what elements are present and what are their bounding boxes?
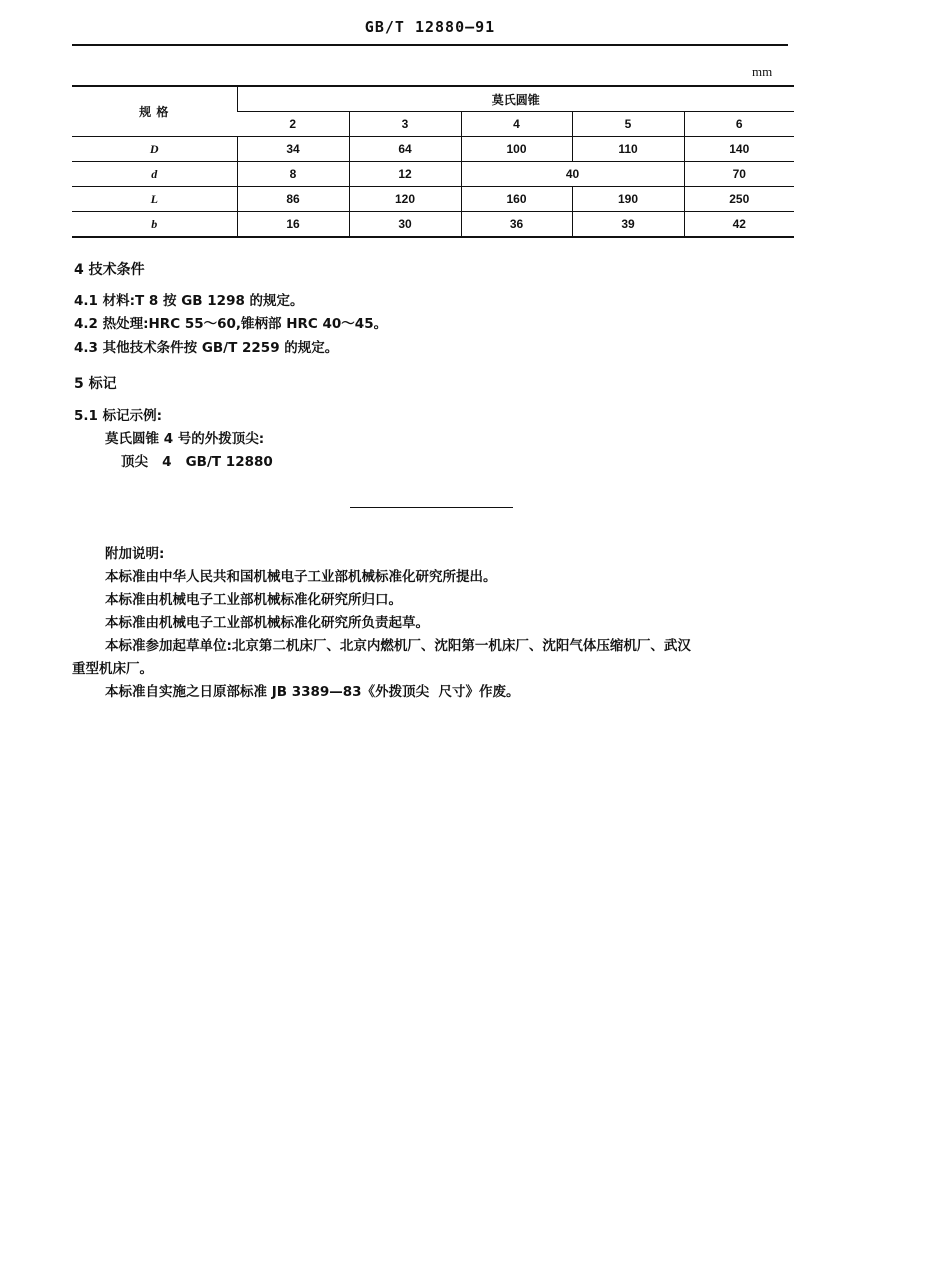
dimension-table xyxy=(72,85,794,238)
table-cell: 34 xyxy=(237,137,349,162)
table-header-row xyxy=(72,86,794,112)
table-cell: 8 xyxy=(237,162,349,187)
clause-4-1: 4.1 材料:T 8 按 GB 1298 的规定。 xyxy=(74,293,304,309)
table-cell: 110 xyxy=(572,137,684,162)
note-line: 重型机床厂。 xyxy=(72,661,153,677)
table-cell: 190 xyxy=(572,187,684,212)
table-cell: 36 xyxy=(461,212,572,238)
table-cell: 30 xyxy=(349,212,461,238)
size-cell: 2 xyxy=(237,112,349,137)
clause-5-1: 5.1 标记示例: xyxy=(74,408,163,424)
table-cell: 160 xyxy=(461,187,572,212)
clause-4-3: 4.3 其他技术条件按 GB/T 2259 的规定。 xyxy=(74,340,339,356)
unit-label: mm xyxy=(752,64,773,79)
table-cell: 250 xyxy=(684,187,794,212)
marking-example: 顶尖 4 GB/T 12880 xyxy=(121,454,273,470)
table-cell: 120 xyxy=(349,187,461,212)
table-cell: 86 xyxy=(237,187,349,212)
section-5-title: 5 标记 xyxy=(74,376,117,392)
size-cell: 3 xyxy=(349,112,461,137)
note-line: 本标准由机械电子工业部机械标准化研究所负责起草。 xyxy=(105,615,429,631)
table-cell: 16 xyxy=(237,212,349,238)
notes-title: 附加说明: xyxy=(105,546,165,562)
row-symbol: L xyxy=(72,187,237,212)
table-cell: 39 xyxy=(572,212,684,238)
note-line: 本标准由中华人民共和国机械电子工业部机械标准化研究所提出。 xyxy=(105,569,497,585)
table-cell: 64 xyxy=(349,137,461,162)
header-rule xyxy=(72,44,788,46)
table-row xyxy=(72,162,794,187)
note-line: 本标准由机械电子工业部机械标准化研究所归口。 xyxy=(105,592,402,608)
row-symbol: d xyxy=(72,162,237,187)
note-line: 本标准参加起草单位:北京第二机床厂、北京内燃机厂、沈阳第一机床厂、沈阳气体压缩机厂、武汉 xyxy=(105,638,691,654)
spec-column-header: 规 格 xyxy=(139,105,170,119)
table-row xyxy=(72,137,794,162)
table-row xyxy=(72,212,794,238)
clause-4-2: 4.2 热处理:HRC 55～60,锥柄部 HRC 40～45。 xyxy=(74,316,388,332)
document-code: GB/T 12880—91 xyxy=(364,18,496,36)
size-cell: 4 xyxy=(461,112,572,137)
section-4-title: 4 技术条件 xyxy=(74,262,145,278)
marking-example-description: 莫氏圆锥 4 号的外拨顶尖: xyxy=(105,431,265,447)
row-symbol: b xyxy=(72,212,237,238)
table-cell: 42 xyxy=(684,212,794,238)
morse-taper-header: 莫氏圆锥 xyxy=(237,86,794,112)
table-cell: 12 xyxy=(349,162,461,187)
table-cell: 140 xyxy=(684,137,794,162)
table-cell: 100 xyxy=(461,137,572,162)
table-cell-merged: 40 xyxy=(461,162,684,187)
size-cell: 6 xyxy=(684,112,794,137)
table-row xyxy=(72,187,794,212)
section-divider xyxy=(350,507,513,508)
row-symbol: D xyxy=(72,137,237,162)
size-cell: 5 xyxy=(572,112,684,137)
note-line: 本标准自实施之日原部标准 JB 3389—83《外拨顶尖 尺寸》作废。 xyxy=(105,684,520,700)
table-cell: 70 xyxy=(684,162,794,187)
